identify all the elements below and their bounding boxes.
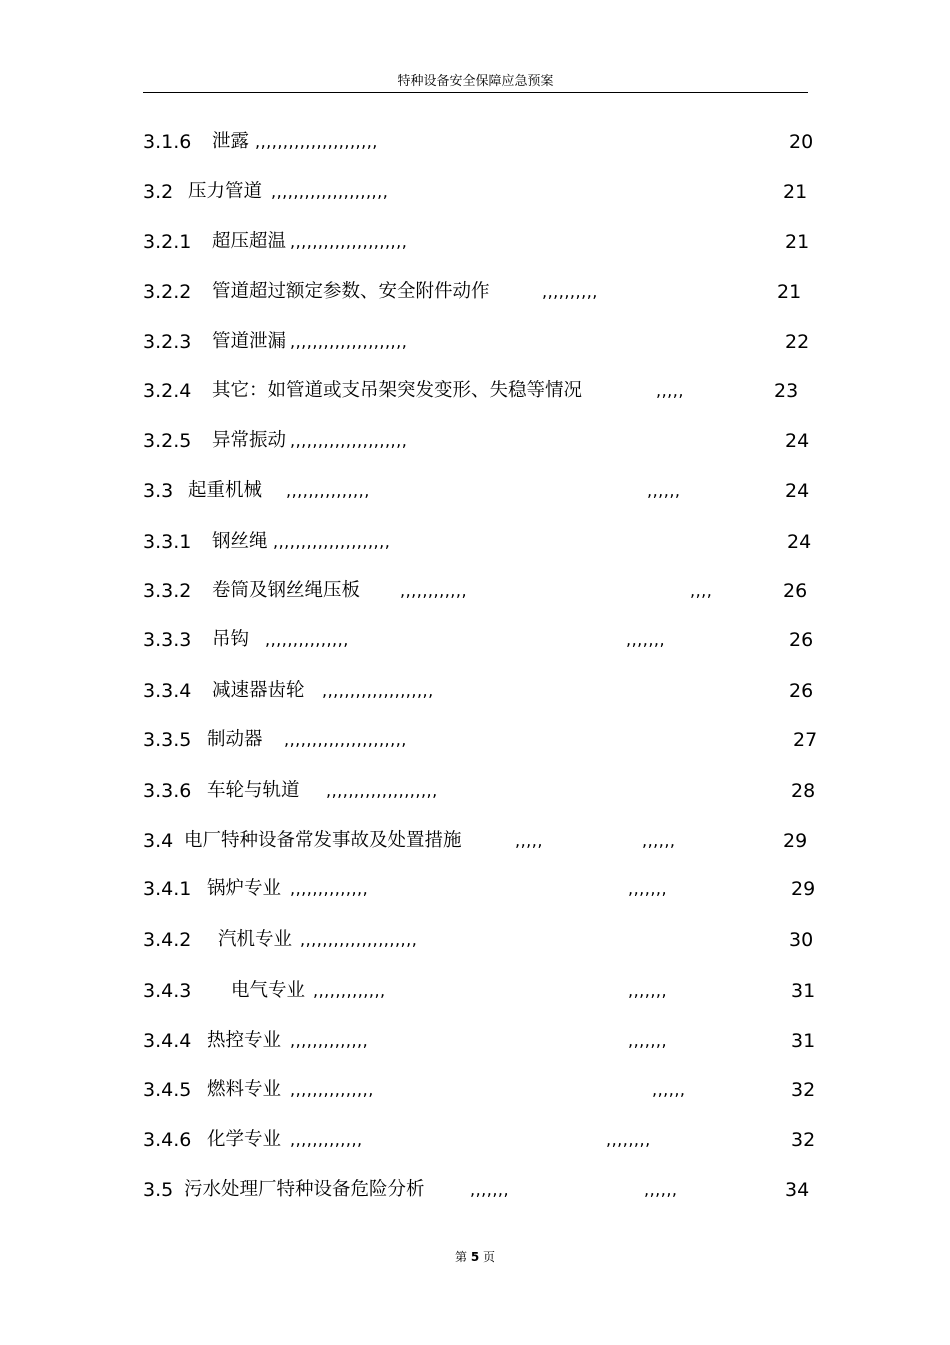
toc-page-number: 26 bbox=[789, 629, 814, 651]
toc-leader: ,,,,,,,,,,,,, bbox=[290, 1130, 363, 1149]
toc-number: 3.3 bbox=[143, 480, 174, 502]
toc-number: 3.4.5 bbox=[143, 1079, 192, 1101]
toc-number: 3.4.2 bbox=[143, 929, 192, 951]
toc-leader: ,,,,,, bbox=[644, 1180, 678, 1199]
toc-entry[interactable] bbox=[0, 676, 950, 706]
toc-entry[interactable] bbox=[0, 625, 950, 655]
toc-entry[interactable] bbox=[0, 376, 950, 406]
toc-number: 3.2.5 bbox=[143, 430, 192, 452]
toc-title: 汽机专业 bbox=[218, 929, 293, 950]
toc-leader: ,,,,,,, bbox=[628, 981, 668, 1000]
toc-page-number: 32 bbox=[791, 1079, 816, 1101]
toc-page-number: 31 bbox=[791, 980, 816, 1002]
toc-entry[interactable] bbox=[0, 1075, 950, 1105]
toc-page-number: 21 bbox=[783, 181, 808, 203]
toc-title: 减速器齿轮 bbox=[212, 680, 305, 701]
toc-title: 电厂特种设备常发事故及处置措施 bbox=[184, 830, 462, 851]
toc-leader: ,,,,,,,,,,,,,, bbox=[290, 879, 369, 898]
toc-entry[interactable] bbox=[0, 826, 950, 856]
toc-title: 超压超温 bbox=[212, 231, 287, 252]
toc-number: 3.2.1 bbox=[143, 231, 192, 253]
toc-leader: ,,,,,,,,,,,,,,, bbox=[265, 630, 349, 649]
toc-page-number: 24 bbox=[785, 430, 810, 452]
toc-leader: ,,,,,,,,,,,,,,,,,,,,, bbox=[290, 431, 408, 450]
footer-page-number: 5 bbox=[470, 1250, 480, 1264]
toc-number: 3.4.3 bbox=[143, 980, 192, 1002]
toc-leader: ,,,,,,,,,,,,,,,,,,,,, bbox=[290, 332, 408, 351]
toc-number: 3.5 bbox=[143, 1179, 174, 1201]
toc-leader: ,,,,,, bbox=[652, 1080, 686, 1099]
toc-leader: ,,,,,,,,,,,,,,,,,,,,, bbox=[300, 930, 418, 949]
toc-leader: ,,,,,,,,,,,,,, bbox=[290, 1031, 369, 1050]
toc-page-number: 29 bbox=[783, 830, 808, 852]
toc-page-number: 21 bbox=[785, 231, 810, 253]
toc-number: 3.3.6 bbox=[143, 780, 192, 802]
toc-page-number: 21 bbox=[777, 281, 802, 303]
toc-leader: ,,,,,,,,,,,,,,, bbox=[286, 481, 370, 500]
toc-entry[interactable] bbox=[0, 327, 950, 357]
toc-number: 3.2 bbox=[143, 181, 174, 203]
toc-title: 污水处理厂特种设备危险分析 bbox=[184, 1179, 425, 1200]
toc-title: 起重机械 bbox=[188, 480, 263, 501]
toc-entry[interactable] bbox=[0, 527, 950, 557]
toc-number: 3.4 bbox=[143, 830, 174, 852]
toc-title: 车轮与轨道 bbox=[207, 780, 300, 801]
footer-prefix: 第 bbox=[454, 1250, 467, 1264]
toc-leader: ,,,,,,,,,,,,,,,,,,,,, bbox=[290, 232, 408, 251]
toc-title: 管道超过额定参数、安全附件动作 bbox=[212, 281, 490, 302]
toc-page-number: 29 bbox=[791, 878, 816, 900]
toc-leader: ,,,,,,, bbox=[470, 1180, 510, 1199]
header-rule bbox=[143, 92, 808, 93]
toc-leader: ,,,, bbox=[690, 581, 713, 600]
toc-leader: ,,,,,,,,,, bbox=[542, 282, 598, 301]
toc-title: 吊钩 bbox=[212, 629, 250, 650]
toc-page-number: 30 bbox=[789, 929, 814, 951]
toc-number: 3.1.6 bbox=[143, 131, 192, 153]
toc-title: 卷筒及钢丝绳压板 bbox=[212, 580, 361, 601]
toc-entry[interactable] bbox=[0, 426, 950, 456]
toc-leader: ,,,,,,, bbox=[628, 1031, 668, 1050]
toc-number: 3.2.2 bbox=[143, 281, 192, 303]
toc-title: 热控专业 bbox=[207, 1030, 282, 1051]
toc-entry[interactable] bbox=[0, 127, 950, 157]
toc-number: 3.4.1 bbox=[143, 878, 192, 900]
toc-number: 3.3.3 bbox=[143, 629, 192, 651]
toc-entry[interactable] bbox=[0, 776, 950, 806]
toc-page-number: 27 bbox=[793, 729, 818, 751]
toc-page-number: 26 bbox=[783, 580, 808, 602]
toc-number: 3.3.4 bbox=[143, 680, 192, 702]
toc-number: 3.4.6 bbox=[143, 1129, 192, 1151]
toc-title: 其它：如管道或支吊架突发变形、失稳等情况 bbox=[212, 380, 583, 401]
toc-leader: ,,,,,,,,,,,,,,,,,,,, bbox=[322, 681, 434, 700]
toc-page-number: 34 bbox=[785, 1179, 810, 1201]
toc-leader: ,,,,, bbox=[515, 831, 543, 850]
toc-leader: ,,,,,,,,,,,, bbox=[400, 581, 468, 600]
toc-number: 3.4.4 bbox=[143, 1030, 192, 1052]
toc-leader: ,,,,,,, bbox=[626, 630, 666, 649]
toc-page-number: 20 bbox=[789, 131, 814, 153]
toc-number: 3.2.3 bbox=[143, 331, 192, 353]
toc-leader: ,,,,,,,,,,,,,,,,,,,,,, bbox=[255, 132, 378, 151]
toc-entry[interactable] bbox=[0, 725, 950, 755]
toc-title: 燃料专业 bbox=[207, 1079, 282, 1100]
toc-leader: ,,,,,,,,,,,,, bbox=[313, 981, 386, 1000]
toc-entry[interactable] bbox=[0, 277, 950, 307]
toc-title: 电气专业 bbox=[231, 980, 306, 1001]
toc-entry[interactable] bbox=[0, 976, 950, 1006]
footer-suffix: 页 bbox=[483, 1250, 496, 1264]
toc-title: 化学专业 bbox=[207, 1129, 282, 1150]
toc-leader: ,,,,,,,,,,,,,,, bbox=[290, 1080, 374, 1099]
toc-page-number: 28 bbox=[791, 780, 816, 802]
toc-entry[interactable] bbox=[0, 227, 950, 257]
toc-number: 3.2.4 bbox=[143, 380, 192, 402]
toc-page-number: 26 bbox=[789, 680, 814, 702]
toc-page-number: 31 bbox=[791, 1030, 816, 1052]
toc-title: 制动器 bbox=[207, 729, 263, 750]
toc-entry[interactable] bbox=[0, 1026, 950, 1056]
toc-page-number: 22 bbox=[785, 331, 810, 353]
toc-leader: ,,,,,,,, bbox=[606, 1130, 651, 1149]
toc-entry[interactable] bbox=[0, 925, 950, 955]
toc-leader: ,,,,,, bbox=[642, 831, 676, 850]
toc-title: 钢丝绳 bbox=[212, 531, 268, 552]
toc-leader: ,,,,,,, bbox=[628, 879, 668, 898]
toc-page-number: 24 bbox=[785, 480, 810, 502]
toc-title: 管道泄漏 bbox=[212, 331, 287, 352]
toc-leader: ,,,,,,,,,,,,,,,,,,,,,, bbox=[284, 730, 407, 749]
page-header: 特种设备安全保障应急预案 bbox=[397, 74, 554, 89]
toc-page-number: 23 bbox=[774, 380, 799, 402]
toc-page-number: 32 bbox=[791, 1129, 816, 1151]
toc-title: 泄露 bbox=[212, 131, 250, 152]
toc-leader: ,,,,,,,,,,,,,,,,,,,,, bbox=[273, 532, 391, 551]
page-footer bbox=[0, 1248, 950, 1265]
toc-entry[interactable] bbox=[0, 1125, 950, 1155]
toc-entry[interactable] bbox=[0, 177, 950, 207]
toc-title: 压力管道 bbox=[188, 181, 263, 202]
toc-leader: ,,,,, bbox=[656, 381, 684, 400]
toc-leader: ,,,,,, bbox=[647, 481, 681, 500]
toc-number: 3.3.2 bbox=[143, 580, 192, 602]
toc-leader: ,,,,,,,,,,,,,,,,,,,, bbox=[326, 781, 438, 800]
toc-number: 3.3.5 bbox=[143, 729, 192, 751]
toc-entry[interactable] bbox=[0, 1175, 950, 1205]
toc-entry[interactable] bbox=[0, 874, 950, 904]
toc-title: 异常振动 bbox=[212, 430, 287, 451]
toc-entry[interactable] bbox=[0, 576, 950, 606]
toc-number: 3.3.1 bbox=[143, 531, 192, 553]
toc-title: 锅炉专业 bbox=[207, 878, 282, 899]
toc-page-number: 24 bbox=[787, 531, 812, 553]
toc-leader: ,,,,,,,,,,,,,,,,,,,,, bbox=[271, 182, 389, 201]
toc-entry[interactable] bbox=[0, 476, 950, 506]
